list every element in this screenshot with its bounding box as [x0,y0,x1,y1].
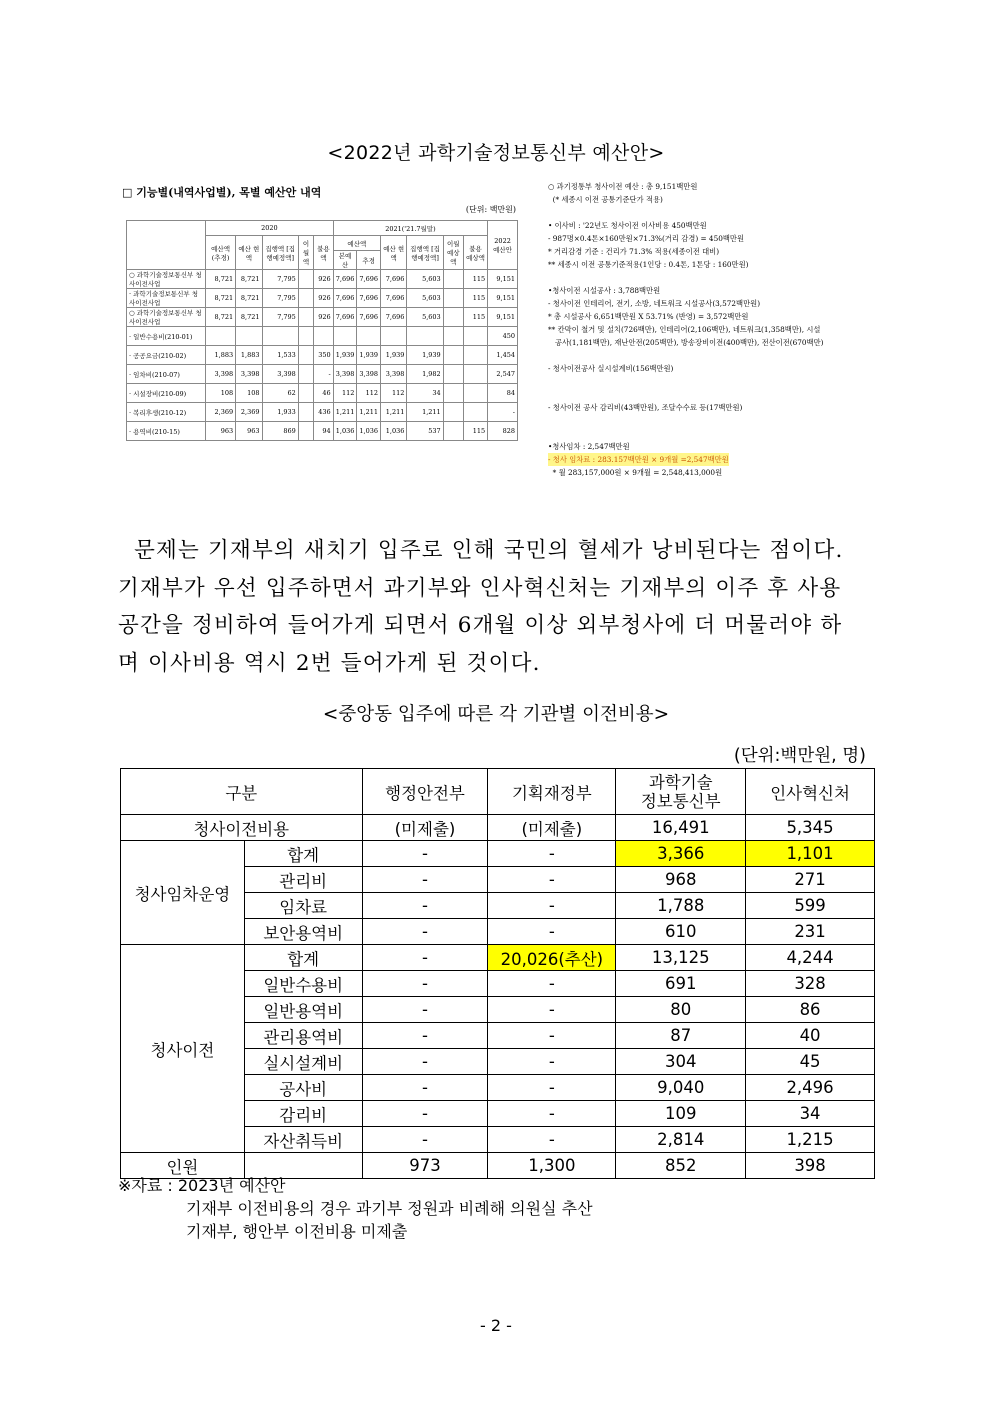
scan-cell [298,346,313,365]
scan-cell [443,384,463,403]
scan-cell: 963 [206,422,236,441]
cost-cell: 3,366 [616,841,746,867]
scan-row-label: · 과학기술정보통신부 청사이전사업 [127,289,206,308]
scan-cell: 115 [463,270,487,289]
cost-cell: 80 [616,997,746,1023]
page-title: <2022년 과학기술정보통신부 예산안> [327,142,665,164]
sub-label: 자산취득비 [244,1127,362,1153]
scan-note-line: - 청사이전 인테리어, 전기, 소방, 네트워크 시설공사(3,572백만원) [548,299,761,308]
scan-cell [298,327,313,346]
scan-note-line: * 총 시설공사 6,651백만원 X 53.71% (반영) = 3,572백만원 [548,312,749,321]
scan-table-row [127,422,518,441]
scan-cell: 9,151 [488,270,518,289]
scan-cell: 108 [236,384,262,403]
scan-cell: 1,883 [206,346,236,365]
scan-cell: 1,454 [488,346,518,365]
scan-cell: - [488,403,518,422]
cost-cell: 20,026(추산) [488,945,616,971]
scan-head-executed: 집행액 [집행예정액] [262,236,298,270]
scan-row-label: · 시설장비(210-09) [127,384,206,403]
scan-table-row [127,365,518,384]
scan-cell: 926 [314,308,334,327]
scan-cell: 1,211 [357,403,381,422]
cost-cell: - [362,867,488,893]
scan-note-line: * 월 283,157,000원 × 9개월 = 2,548,413,000원 [548,468,723,477]
scan-note-line: ** 세종시 이전 공통기준적용(1인당 : 0.4톤, 1톤당 : 160만원) [548,260,749,269]
scan-table-row [127,403,518,422]
cost-cell: 4,244 [746,945,875,971]
scan-head-current2021: 예산 현액 [380,236,406,270]
cost-cell: - [488,1075,616,1101]
paragraph-line: 며 이사비용 역시 2번 들어가게 된 것이다. [118,650,541,676]
row-relocation-cost [121,815,875,841]
scan-cell: 1,036 [357,422,381,441]
scan-cell: 3,398 [380,365,406,384]
scan-note-line [548,349,878,362]
scan-cell: 7,696 [357,270,381,289]
cost-cell: - [362,945,488,971]
scan-cell: 1,939 [380,346,406,365]
scan-head-executed2021: 집행액 [집행예정액] [407,236,443,270]
scan-cell: 450 [488,327,518,346]
scan-table-row [127,327,518,346]
scan-table-row [127,384,518,403]
page-number: - 2 - [480,1316,512,1335]
scan-row-label: · 용역비(210-15) [127,422,206,441]
scan-cell: 2,547 [488,365,518,384]
scan-note-line: - 청사이전공사 실시설계비(156백만원) [548,364,674,373]
paragraph-line: 기재부가 우선 입주하면서 과기부와 인사혁신처는 기재부의 이주 후 사용 [118,575,842,601]
scan-note-line [548,206,878,219]
staff-cell: 852 [616,1153,746,1179]
cost-cell: 1,215 [746,1127,875,1153]
scan-head-unused: 불용액 [314,236,334,270]
scan-cell: 5,603 [407,270,443,289]
scan-row-label: ○ 과학기술정보통신부 청사이전사업 [127,270,206,289]
scan-cell: 46 [314,384,334,403]
scan-cell: 8,721 [206,308,236,327]
scan-cell [463,403,487,422]
scan-cell: 1,211 [380,403,406,422]
sub-label: 관리비 [244,867,362,893]
scan-cell: 7,696 [380,289,406,308]
scan-cell [443,308,463,327]
unit-note: (단위:백만원, 명) [733,746,866,766]
scan-note-line: • 이사비 : '22년도 청사이전 이사비용 450백만원 [548,221,707,230]
scan-cell: - [314,365,334,384]
cost-cell: 40 [746,1023,875,1049]
scan-cell: 963 [236,422,262,441]
source-line: 기재부 이전비용의 경우 과기부 정원과 비례해 의원실 추산 [186,1199,593,1218]
scan-cell: 3,398 [333,365,357,384]
row-move-0 [121,945,875,971]
scan-cell [407,327,443,346]
scanned-budget-image [118,180,876,502]
cost-cell: 109 [616,1101,746,1127]
scan-cell: 7,696 [333,289,357,308]
header-mpm: 인사혁신처 [746,769,875,815]
scan-cell: 3,398 [357,365,381,384]
group-label-move: 청사이전 [121,945,245,1153]
scan-row-label: ○ 과학기술정보통신부 청사이전사업 [127,308,206,327]
source-line: 기재부, 행안부 이전비용 미제출 [186,1222,408,1241]
header-mois: 행정안전부 [362,769,488,815]
scan-head-2022: 2022 예산안 [488,221,518,270]
scan-note-line: •청사이전 시설공사 : 3,788백만원 [548,286,661,295]
scan-cell: 828 [488,422,518,441]
scan-cell [236,327,262,346]
scan-cell [298,384,313,403]
scan-cell: 3,398 [206,365,236,384]
header-msit: 과학기술 정보통신부 [616,769,746,815]
source-line: ※자료 : 2023년 예산안 [118,1176,286,1195]
scan-cell: 1,939 [333,346,357,365]
cost-cell: (미제출) [362,815,488,841]
scan-cell [463,365,487,384]
cost-cell: - [362,841,488,867]
staff-cell: 398 [746,1153,875,1179]
scan-note-line: - 987명×0.4톤×160만원×71.3%(거리 감경) = 450백만원 [548,234,744,243]
staff-cell: 973 [362,1153,488,1179]
scan-cell [298,308,313,327]
scan-cell [443,270,463,289]
cost-cell: 691 [616,971,746,997]
scan-cell: 7,795 [262,270,298,289]
cost-cell: 16,491 [616,815,746,841]
cost-cell: - [488,971,616,997]
scan-cell: 2,369 [206,403,236,422]
scan-cell [298,422,313,441]
scan-cell [298,365,313,384]
sub-label: 합계 [244,945,362,971]
scan-cell: 1,533 [262,346,298,365]
scan-cell: 84 [488,384,518,403]
scan-cell: 8,721 [206,289,236,308]
scan-table-row [127,289,518,308]
scan-cell: 8,721 [236,289,262,308]
scan-cell: 1,982 [407,365,443,384]
scan-cell: 436 [314,403,334,422]
scan-head-suppl: 추경 [357,251,381,270]
scan-head-2020: 2020 [206,221,334,236]
header-moef: 기획재정부 [488,769,616,815]
scan-note-line [548,427,878,440]
staff-cell: 1,300 [488,1153,616,1179]
group-label-lease: 청사임차운영 [121,841,245,945]
scan-cell: 7,696 [357,308,381,327]
scan-cell [298,270,313,289]
paragraph-line: 공간을 정비하여 들어가게 되면서 6개월 이상 외부청사에 더 머물러야 하 [118,613,843,638]
cost-cell: - [362,1101,488,1127]
scan-note-line [548,375,878,388]
scan-cell: 7,795 [262,308,298,327]
relocation-cost-table [120,768,875,1179]
scan-cell: 3,398 [262,365,298,384]
cost-cell: 271 [746,867,875,893]
scan-cell: 9,151 [488,308,518,327]
scan-cell [443,346,463,365]
scan-cell [443,422,463,441]
body-paragraph [118,532,878,682]
scan-cell [298,403,313,422]
scan-cell: 537 [407,422,443,441]
scan-cell: 1,939 [407,346,443,365]
scan-head-2021: 2021('21.7월말) [333,221,487,236]
scan-cell [333,327,357,346]
scan-note-line: 공사(1,181백만), 재난안전(205백만), 방송장비이전(400백만), 전산이전(670백만) [548,338,824,347]
cost-cell: - [488,1101,616,1127]
scan-cell: 115 [463,422,487,441]
scan-cell: 115 [463,289,487,308]
scan-cell: 62 [262,384,298,403]
scan-cell: 1,883 [236,346,262,365]
scan-cell: 112 [380,384,406,403]
scan-cell: 7,696 [333,270,357,289]
scan-note-line: ** 칸막이 철거 및 설치(726백만), 인테리어(2,106백만), 네트워크(1,358백만), 시설 [548,325,821,334]
scan-cell: 7,696 [380,308,406,327]
row-lease-0 [121,841,875,867]
scan-cell: 3,398 [236,365,262,384]
scan-cell: 1,036 [380,422,406,441]
scan-cell: 2,369 [236,403,262,422]
cost-cell: 5,345 [746,815,875,841]
scan-cell: 8,721 [236,270,262,289]
scan-table-row [127,308,518,327]
scan-note-line [548,271,878,284]
scan-head-blank [127,221,206,270]
cost-cell: - [362,971,488,997]
cost-cell: - [488,997,616,1023]
table-title: <중앙동 입주에 따른 각 기관별 이전비용> [322,704,670,725]
scan-budget-table [126,220,518,441]
cost-cell: 968 [616,867,746,893]
cost-cell: 45 [746,1049,875,1075]
row-label: 청사이전비용 [121,815,363,841]
sub-label: 감리비 [244,1101,362,1127]
scan-cell [463,327,487,346]
header-category: 구분 [121,769,363,815]
cost-cell: 13,125 [616,945,746,971]
cost-cell: 34 [746,1101,875,1127]
cost-cell: 87 [616,1023,746,1049]
row-label: 인원 [121,1153,245,1179]
scan-cell [206,327,236,346]
scan-head-current: 예산 현액 [236,236,262,270]
scan-table-row [127,346,518,365]
scan-cell: 8,721 [236,308,262,327]
cost-cell: 1,788 [616,893,746,919]
scan-cell: 1,211 [407,403,443,422]
scan-head-budget: 예산액 (추경) [206,236,236,270]
scan-cell: 926 [314,270,334,289]
scan-cell [380,327,406,346]
scan-notes [548,180,878,502]
scan-cell: 1,036 [333,422,357,441]
scan-cell [443,327,463,346]
scan-row-label: · 임차비(210-07) [127,365,206,384]
scan-cell: 94 [314,422,334,441]
scan-cell [463,346,487,365]
scan-note-line [548,388,878,401]
scan-unit: (단위: 백만원) [465,205,516,214]
cost-cell: 2,496 [746,1075,875,1101]
cost-cell: (미제출) [488,815,616,841]
cost-cell: 2,814 [616,1127,746,1153]
scan-cell: 7,696 [380,270,406,289]
cost-cell: - [362,1023,488,1049]
scan-budget-table-block [118,180,520,502]
scan-note-line: •청사임차 : 2,547백만원 [548,442,630,451]
sub-label: 합계 [244,841,362,867]
cost-cell: 304 [616,1049,746,1075]
scan-cell: 5,603 [407,308,443,327]
cost-cell: 86 [746,997,875,1023]
cost-cell: 599 [746,893,875,919]
scan-note-line: * 거리감경 기준 : 건리가 71.3% 적용(세종이전 대비) [548,247,720,256]
scan-cell: 112 [333,384,357,403]
scan-row-label: · 공공요금(210-02) [127,346,206,365]
sub-label: 보안용역비 [244,919,362,945]
scan-note-line [548,414,878,427]
scan-row-label: · 복리후생(210-12) [127,403,206,422]
sub-label: 임차료 [244,893,362,919]
paragraph-line: 문제는 기재부의 새치기 입주로 인해 국민의 혈세가 낭비된다는 점이다. [118,538,844,563]
scan-cell [443,289,463,308]
scan-cell [357,327,381,346]
scan-cell [298,289,313,308]
cost-cell: - [488,893,616,919]
scan-cell: 108 [206,384,236,403]
cost-cell: - [488,1023,616,1049]
scan-cell: 34 [407,384,443,403]
sub-label: 공사비 [244,1075,362,1101]
scan-cell [314,327,334,346]
cost-cell: - [362,1127,488,1153]
cost-cell: - [362,919,488,945]
source-notes [118,1174,593,1243]
sub-label: 일반용역비 [244,997,362,1023]
cost-cell: - [362,1075,488,1101]
scan-cell: 7,696 [333,308,357,327]
cost-cell: - [488,841,616,867]
cost-cell: - [488,1127,616,1153]
scan-cell [262,327,298,346]
scan-cell: 1,211 [333,403,357,422]
cost-cell: 231 [746,919,875,945]
cost-cell: 1,101 [746,841,875,867]
sub-label: 일반수용비 [244,971,362,997]
sub-label: 관리용역비 [244,1023,362,1049]
scan-cell: 1,933 [262,403,298,422]
scan-head-carry-est: 이월 예상액 [443,236,463,270]
scan-note-line: ○ 과기정통부 청사이전 예산 : 총 9,151백만원 [548,182,698,191]
scan-note-line: - 청사 임차료 : 283.157백만원 × 9개월 =2,547백만원 [548,455,729,464]
scan-cell [443,403,463,422]
scan-cell [463,384,487,403]
scan-head-unused-est: 불용 예상액 [463,236,487,270]
scan-cell: 869 [262,422,298,441]
scan-heading: □ 기능별(내역사업별), 목별 예산안 내역 [122,186,322,199]
cost-cell: - [362,1049,488,1075]
cost-cell: - [488,867,616,893]
scan-head-orig: 본예산 [333,251,357,270]
scan-cell: 8,721 [206,270,236,289]
cost-cell: - [362,997,488,1023]
scan-cell: 1,939 [357,346,381,365]
cost-cell: - [488,919,616,945]
scan-cell: 7,696 [357,289,381,308]
scan-cell: 7,795 [262,289,298,308]
scan-note-line: (* 세종시 이전 공통기준단가 적용) [548,195,663,204]
scan-cell [443,365,463,384]
sub-label: 실시설계비 [244,1049,362,1075]
scan-cell: 9,151 [488,289,518,308]
scan-head-carry: 이월액 [298,236,313,270]
scan-cell: 112 [357,384,381,403]
scan-cell: 926 [314,289,334,308]
scan-head-budget2021: 예산액 [333,236,380,251]
scan-cell: 350 [314,346,334,365]
cost-cell: - [488,1049,616,1075]
scan-cell: 115 [463,308,487,327]
cost-cell: 9,040 [616,1075,746,1101]
scan-note-line: - 청사이전 공사 감리비(43백만원), 조달수수료 등(17백만원) [548,403,743,412]
cost-cell: 610 [616,919,746,945]
scan-row-label: · 일반수용비(210-01) [127,327,206,346]
cost-cell: - [362,893,488,919]
scan-table-row [127,270,518,289]
scan-cell: 5,603 [407,289,443,308]
cost-cell: 328 [746,971,875,997]
